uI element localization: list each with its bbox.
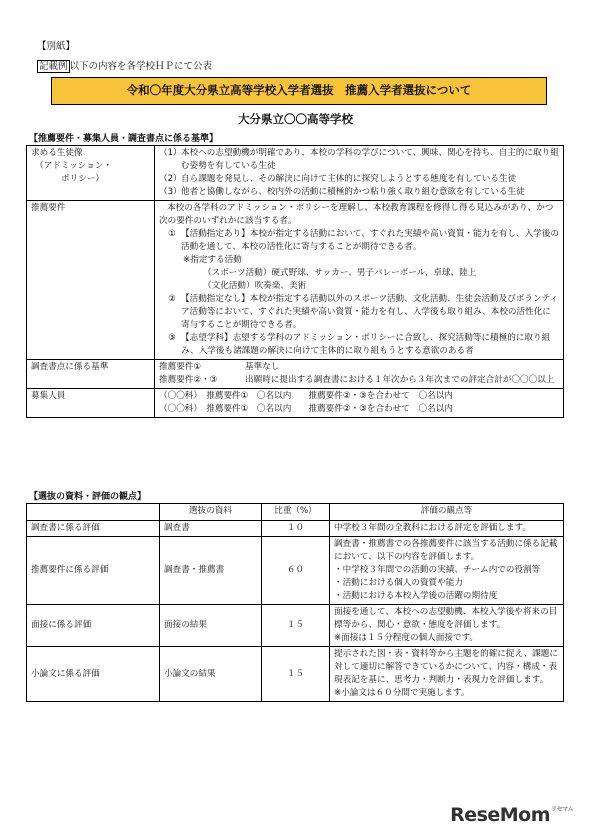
requirement-text: 【志望学科】志望する学科のアドミッション・ポリシーに合致し、探究活動等に積極的に取り組み、入学後も諸課題の解決に向けて主体的に取り組もうとする意欲のある者 [181,333,551,356]
table-row [27,605,564,647]
requirements-intro: 本校の各学科のアドミッション・ポリシーを理解し、本校教育課程を修得し得る見込みがあり、かつ次の要件のいずれかに該当する者。 [159,203,554,226]
viewpoint-line: 中学校３年間の全教科における評定を評価します。 [334,523,531,533]
example-tag: 記載例 [39,61,68,72]
criteria-items [155,146,564,201]
eval-ratio: １０ [262,521,330,537]
criteria-item [159,186,559,199]
requirement-text: 【活動指定あり】本校が指定する活動において、すぐれた実績や高い資質・能力を有し、入学後の活動を通して、本校の活性化に寄与することが期待できる者。 [181,229,559,252]
score-criteria-line2 [159,374,559,387]
score-criteria-content [155,360,564,389]
requirement-item-2 [163,293,559,332]
requirements-row [27,201,564,360]
designated-culture: （文化活動）吹奏楽、美術 [203,281,307,291]
viewpoint-line: ・活動における個人の資質や能力 [334,578,463,588]
resemom-logo [450,804,573,826]
table-row [27,647,564,702]
capacity-label: 募集人員 [27,389,155,418]
criteria-num: （1） [159,148,182,158]
requirement-mark: ① [168,229,176,239]
score-req: 推薦要件②・③ [159,375,218,385]
logo-text: ReseMom [450,804,551,826]
eval-viewpoint [330,605,564,647]
header-ratio: 比重（%） [262,504,330,521]
table-row [27,521,564,537]
score-criteria-line1 [159,361,559,374]
criteria-label-line1: 求める生徒像 [31,148,83,158]
eval-material: 小論文の結果 [160,647,262,702]
capacity-line: （〇〇科） 推薦要件① 〇名以内 推薦要件②・③を合わせて 〇名以内 [159,391,453,401]
eval-category: 小論文に係る評価 [27,647,160,702]
score-criteria-row [27,360,564,389]
section2-heading: 【選抜の資料・評価の観点】 [29,492,147,502]
header-material: 選抜の資料 [160,504,262,521]
criteria-num: （2） [159,174,182,184]
criteria-item [159,173,559,186]
eval-ratio: １５ [262,647,330,702]
score-text: 出願時に提出する調査書における１年次から３年次までの評定合計が〇〇〇以上 [245,375,555,385]
requirement-item-3 [163,332,559,358]
viewpoint-line: 面接を通して、本校への志望動機、本校入学後や将来の目標等から、関心・意欲・態度を評価します。 [334,607,558,630]
table-row [27,537,564,605]
eval-material: 調査書・推薦書 [160,537,262,605]
requirement-item-1 [163,228,559,254]
requirements-table [26,145,564,418]
score-criteria-label: 調査書点に係る基準 [27,360,155,389]
school-name: 大分県立〇〇高等学校 [238,112,353,126]
title-bar: 令和〇年度大分県立高等学校入学者選抜 推薦入学者選抜について [51,77,547,105]
viewpoint-line: ・活動における本校入学後の活躍の期待度 [334,591,498,601]
evaluation-table [26,503,564,702]
eval-viewpoint [330,521,564,537]
eval-category: 調査書に係る評価 [27,521,160,537]
viewpoint-line: ※小論文は６０分間で実施します。 [334,688,470,698]
designated-sports: （スポーツ活動）硬式野球、サッカー、男子バレーボール、卓球、陸上 [203,268,477,278]
criteria-label-line3: ポリシー） [61,174,104,184]
capacity-content [155,389,564,418]
designated-activities-label: ※指定する活動 [183,255,242,265]
capacity-row [27,389,564,418]
eval-viewpoint [330,647,564,702]
evaluation-header-row [27,504,564,521]
viewpoint-line: ※面接は１５分程度の個人面接です。 [334,633,479,643]
criteria-text: 他者と協働しながら、校内外の活動に積極的かつ粘り強く取り組む意欲を有している生徒 [181,187,525,197]
annex-label: 【別紙】 [37,41,76,52]
requirement-mark: ③ [168,333,176,343]
eval-category: 推薦要件に係る評価 [27,537,160,605]
header-empty [27,504,160,521]
score-req: 推薦要件① [159,362,202,372]
requirement-text: 【活動指定なし】本校が指定する活動以外のスポーツ活動、文化活動、生徒会活動及びボランティア活動等において、すぐれた実績や高い資質・能力を有し、入学後も取り組み、本校の活性化に寄与することが期待できる者。 [181,294,559,330]
eval-viewpoint [330,537,564,605]
score-text: 基準なし [245,362,280,372]
capacity-line: （〇〇科） 推薦要件① 〇名以内 推薦要件②・③を合わせて 〇名以内 [159,404,453,414]
viewpoint-line: 調査書・推薦書での各推薦要件に該当する活動に係る記載において、以下の内容を評価します。 [334,539,558,562]
requirement-mark: ② [168,294,176,304]
eval-ratio: ６０ [262,537,330,605]
requirements-content [155,201,564,360]
section1-heading: 【推薦要件・募集人員・調査書点に係る基準】 [29,134,219,144]
eval-material: 調査書 [160,521,262,537]
viewpoint-line: 提示された図・表・資料等から主題を的確に捉え、課題に対して適切に解答できているかについて、内容・構成・表現表記を基に、思考力・判断力・表現力を評価します。 [334,649,558,685]
criteria-label [27,146,155,201]
eval-category: 面接に係る評価 [27,605,160,647]
eval-material: 面接の結果 [160,605,262,647]
requirements-label: 推薦要件 [27,201,155,360]
example-line [37,58,212,72]
criteria-row [27,146,564,201]
criteria-num: （3） [159,187,182,197]
viewpoint-line: ・中学校３年間での活動の実績、チーム内での役割等 [334,565,541,575]
criteria-text: 自ら課題を発見し、その解決に向けて主体的に探究しようとする態度を有している生徒 [181,174,517,184]
logo-sub: リセマム [551,806,573,813]
eval-ratio: １５ [262,605,330,647]
example-text: 以下の内容を各学校ＨＰにて公表 [69,61,213,72]
criteria-item [159,147,559,173]
header-viewpoint: 評価の観点等 [330,504,564,521]
criteria-label-line2: （アドミッション・ [35,161,113,171]
criteria-text: 本校への志望動機が明確であり、本校の学科の学びについて、興味、関心を持ち、自主的に取り組む姿勢を有している生徒 [181,148,559,171]
